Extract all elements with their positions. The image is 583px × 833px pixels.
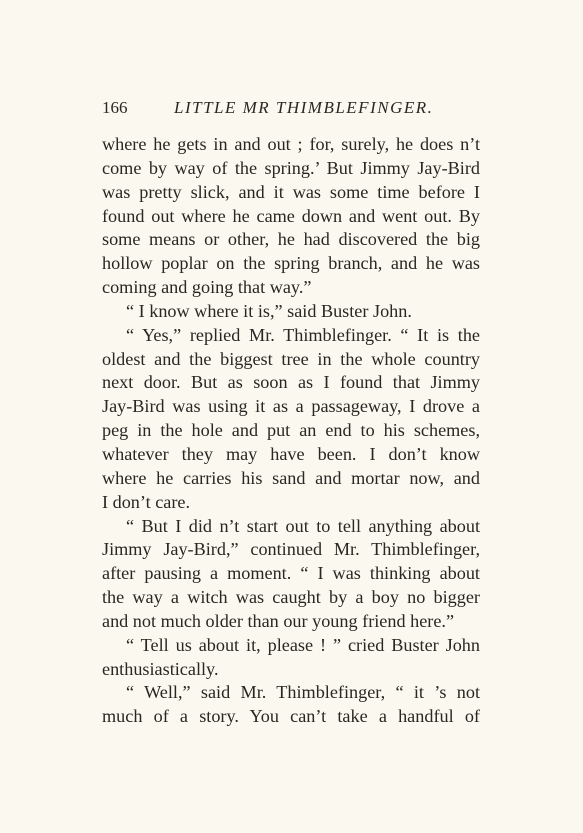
paragraph-first-line: “ Yes,” replied Mr. Thimblefinger. “ It is the bbox=[126, 324, 480, 345]
paragraph-first-line: “ But I did n’t start out to tell anything about bbox=[126, 515, 480, 536]
paragraph-end-line: and not much older than our young friend here.” bbox=[102, 610, 455, 631]
text-line: Jimmy Jay-Bird,” continued Mr. Thimblefinger, bbox=[102, 539, 480, 560]
text-line: peg in the hole and put an end to his schemes, bbox=[102, 420, 480, 441]
text-line: much of a story. You can’t take a handful of bbox=[102, 706, 480, 727]
text-line: come by way of the spring.’ But Jimmy Jay-Bird bbox=[102, 157, 480, 178]
text-line: found out where he came down and went out. By bbox=[102, 205, 480, 226]
running-head bbox=[102, 96, 482, 120]
text-line: oldest and the biggest tree in the whole country bbox=[102, 348, 480, 369]
page-number: 166 bbox=[102, 98, 128, 117]
book-title: LITTLE MR THIMBLEFINGER. bbox=[174, 98, 434, 117]
paragraph-end-line: enthusiastically. bbox=[102, 658, 219, 679]
text-line: was pretty slick, and it was some time before I bbox=[102, 181, 480, 202]
text-line: the way a witch was caught by a boy no bigger bbox=[102, 587, 480, 608]
text-line: Jay-Bird was using it as a passageway, I drove a bbox=[102, 396, 480, 417]
paragraph-end-line: I don’t care. bbox=[102, 491, 191, 512]
paragraph-first-line: “ Tell us about it, please ! ” cried Buster John bbox=[126, 634, 480, 655]
paragraph-first-line: “ Well,” said Mr. Thimblefinger, “ it ’s not bbox=[126, 682, 480, 703]
text-line: some means or other, he had discovered the big bbox=[102, 229, 480, 250]
text-line: whatever they may have been. I don’t know bbox=[102, 443, 480, 464]
paragraph-first-line: “ I know where it is,” said Buster John. bbox=[126, 300, 412, 321]
text-line: hollow poplar on the spring branch, and he was bbox=[102, 253, 480, 274]
text-line: where he gets in and out ; for, surely, he does n’t bbox=[102, 134, 480, 154]
text-line: after pausing a moment. “ I was thinking about bbox=[102, 563, 480, 584]
text-line: where he carries his sand and mortar now, and bbox=[102, 467, 480, 488]
text-line: next door. But as soon as I found that Jimmy bbox=[102, 372, 480, 393]
body-text bbox=[102, 133, 480, 729]
paragraph-end-line: coming and going that way.” bbox=[102, 277, 312, 298]
